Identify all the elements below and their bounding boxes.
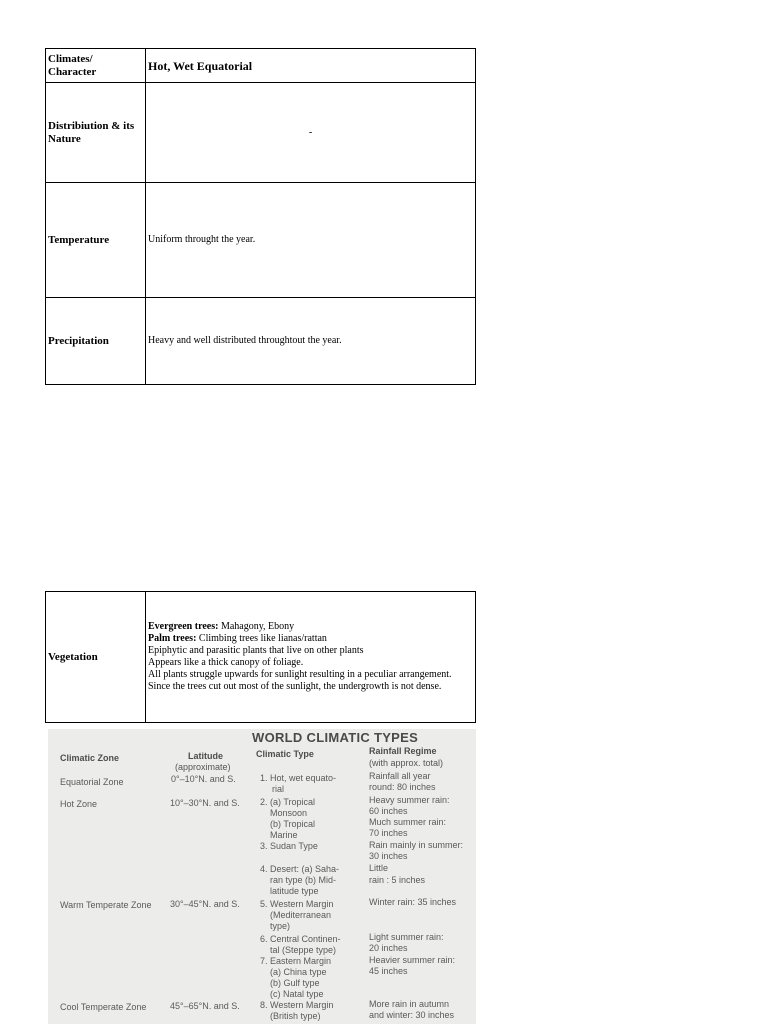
rainfall-text: Heavier summer rain: <box>369 955 456 965</box>
rainfall-text: round: 80 inches <box>369 782 436 792</box>
type-text: (b) Tropical <box>270 819 316 829</box>
vegetation-line: Epiphytic and parasitic plants that live on other plants <box>148 645 364 656</box>
type-text: rial <box>272 784 285 794</box>
zone-hot: Hot Zone <box>60 799 98 809</box>
distribution-value: - <box>146 83 476 183</box>
rainfall-text: More rain in autumn <box>369 999 450 1009</box>
type-text: type) <box>270 921 291 931</box>
rainfall-text: 60 inches <box>369 806 408 816</box>
type-text: (c) Natal type <box>270 989 324 999</box>
rainfall-text: Heavy summer rain: <box>369 795 450 805</box>
climate-table <box>45 48 476 385</box>
temperature-value: Uniform throught the year. <box>146 183 476 298</box>
type-text: Marine <box>270 830 298 840</box>
rainfall-text: 70 inches <box>369 828 408 838</box>
vegetation-line <box>148 633 473 645</box>
vegetation-line <box>148 621 473 633</box>
vegetation-line: Since the trees cut out most of the sunlight, the undergrowth is not dense. <box>148 681 442 692</box>
type-text: 6. Central Continen- <box>260 934 341 944</box>
vegetation-term: Evergreen trees: <box>148 621 219 632</box>
figure-title: WORLD CLIMATIC TYPES <box>252 730 419 745</box>
vegetation-line: All plants struggle upwards for sunlight resulting in a peculiar arrangement. <box>148 669 452 680</box>
header-label: Climates/ Character <box>46 49 146 83</box>
type-text: 5. Western Margin <box>260 899 334 909</box>
rainfall-text: Winter rain: 35 inches <box>369 897 457 907</box>
zone-warm: Warm Temperate Zone <box>60 900 152 910</box>
type-text: tal (Steppe type) <box>270 945 337 955</box>
vegetation-text: Climbing trees like lianas/rattan <box>196 633 327 644</box>
rainfall-text: Little <box>369 863 389 873</box>
latitude-hot: 10°–30°N. and S. <box>170 798 240 808</box>
vegetation-line: Appears like a thick canopy of foliage. <box>148 657 304 668</box>
type-text: (British type) <box>270 1011 321 1021</box>
vegetation-value <box>146 592 476 723</box>
zone-cool: Cool Temperate Zone <box>60 1002 147 1012</box>
table-row <box>46 298 476 385</box>
type-text: (a) China type <box>270 967 327 977</box>
type-text: 8. Western Margin <box>260 1000 334 1010</box>
type-text: Monsoon <box>270 808 308 818</box>
rainfall-text: 30 inches <box>369 851 408 861</box>
type-text: 7. Eastern Margin <box>260 956 332 966</box>
type-text: latitude type <box>270 886 319 896</box>
vegetation-text: Mahagony, Ebony <box>218 621 295 632</box>
type-text: ran type (b) Mid- <box>270 875 337 885</box>
rainfall-text: Light summer rain: <box>369 932 444 942</box>
header-climatic-zone: Climatic Zone <box>60 753 120 763</box>
header-latitude: Latitude <box>188 751 223 761</box>
type-text: (b) Gulf type <box>270 978 320 988</box>
zone-equatorial: Equatorial Zone <box>60 777 124 787</box>
vegetation-table <box>45 591 476 723</box>
header-rainfall-sub: (with approx. total) <box>369 758 444 768</box>
rainfall-text: Rainfall all year <box>369 771 431 781</box>
type-text: 3. Sudan Type <box>260 841 318 851</box>
header-climatic-type: Climatic Type <box>256 749 314 759</box>
header-latitude-sub: (approximate) <box>175 762 231 772</box>
latitude-equatorial: 0°–10°N. and S. <box>171 774 236 784</box>
latitude-cool: 45°–65°N. and S. <box>170 1001 240 1011</box>
rainfall-text: 45 inches <box>369 966 408 976</box>
precipitation-value: Heavy and well distributed throughtout the year. <box>146 298 476 385</box>
rainfall-text: Much summer rain: <box>369 817 447 827</box>
world-climatic-types-figure <box>48 729 476 1024</box>
table-row <box>46 83 476 183</box>
type-text: 4. Desert: (a) Saha- <box>260 864 340 874</box>
type-text: (Mediterranean <box>270 910 332 920</box>
distribution-label: Distribiution & its Nature <box>46 83 146 183</box>
header-rainfall-regime: Rainfall Regime <box>369 746 437 756</box>
temperature-label: Temperature <box>46 183 146 298</box>
vegetation-label: Vegetation <box>46 592 146 723</box>
latitude-warm: 30°–45°N. and S. <box>170 899 240 909</box>
vegetation-term: Palm trees: <box>148 633 197 644</box>
table-row <box>46 592 476 723</box>
rainfall-text: and winter: 30 inches <box>369 1010 455 1020</box>
table-row <box>46 49 476 83</box>
rainfall-text: rain : 5 inches <box>369 875 426 885</box>
precipitation-label: Precipitation <box>46 298 146 385</box>
rainfall-text: Rain mainly in summer: <box>369 840 464 850</box>
table-row <box>46 183 476 298</box>
rainfall-text: 20 inches <box>369 943 408 953</box>
header-value: Hot, Wet Equatorial <box>146 49 476 83</box>
type-text: 1. Hot, wet equato- <box>260 773 337 783</box>
type-text: 2. (a) Tropical <box>260 797 316 807</box>
